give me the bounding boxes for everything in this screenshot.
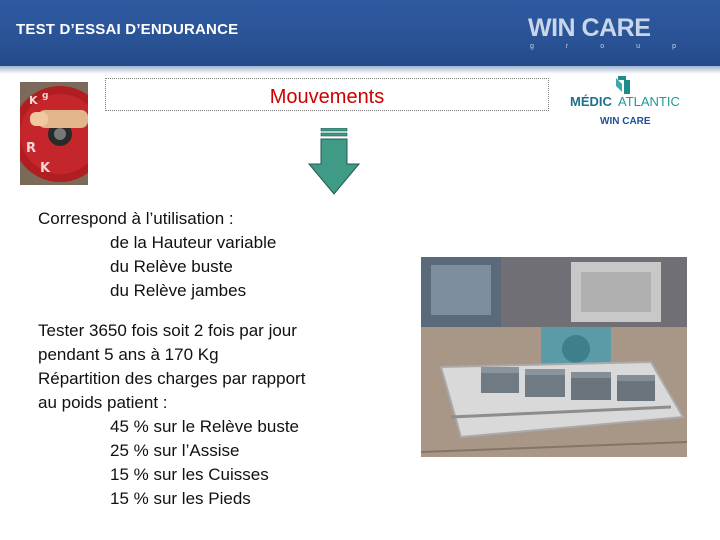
usage-item: de la Hauteur variable — [110, 233, 277, 252]
weight-plate-photo — [20, 82, 88, 185]
svg-text:K: K — [29, 94, 38, 107]
usage-item: du Relève buste — [110, 257, 233, 276]
usage-item: du Relève jambes — [110, 281, 247, 300]
test-line: pendant 5 ans à 170 Kg — [38, 345, 219, 364]
wincare-logo-group — [530, 43, 676, 50]
down-arrow-icon — [306, 128, 362, 196]
svg-text:MÉDIC: MÉDIC — [570, 94, 612, 109]
svg-text:R: R — [26, 141, 37, 156]
logo-letter: p — [672, 43, 676, 50]
wincare-group-logo — [528, 14, 678, 54]
content-text — [38, 207, 418, 511]
distribution-item: 45 % sur le Relève buste — [110, 417, 299, 436]
test-line: au poids patient : — [38, 393, 168, 412]
page-title: TEST D’ESSAI D’ENDURANCE — [16, 21, 239, 38]
distribution-item: 25 % sur l’Assise — [110, 441, 240, 460]
logo-letter: o — [600, 43, 605, 50]
header-bar — [0, 0, 720, 66]
svg-text:g: g — [42, 91, 49, 101]
logo-letter: g — [530, 43, 534, 50]
mouvements-heading: Mouvements — [269, 86, 385, 108]
test-line: Tester 3650 fois soit 2 fois par jour — [38, 321, 297, 340]
endurance-test-photo — [421, 257, 687, 457]
logo-letter: u — [636, 43, 641, 50]
medic-atlantic-logo — [566, 74, 688, 134]
distribution-item: 15 % sur les Pieds — [110, 489, 251, 508]
distribution-item: 15 % sur les Cuisses — [110, 465, 269, 484]
svg-text:K: K — [40, 161, 51, 176]
spacer — [38, 303, 418, 319]
svg-text:WIN CARE: WIN CARE — [600, 116, 651, 127]
header-shadow — [0, 66, 720, 74]
wincare-logo-word: WIN CARE — [528, 14, 651, 42]
test-line: Répartition des charges par rapport — [38, 369, 306, 388]
usage-intro: Correspond à l’utilisation : — [38, 209, 234, 228]
logo-letter: r — [565, 43, 569, 50]
mouvements-heading-box — [105, 78, 549, 111]
svg-text:ATLANTIC: ATLANTIC — [618, 94, 680, 109]
